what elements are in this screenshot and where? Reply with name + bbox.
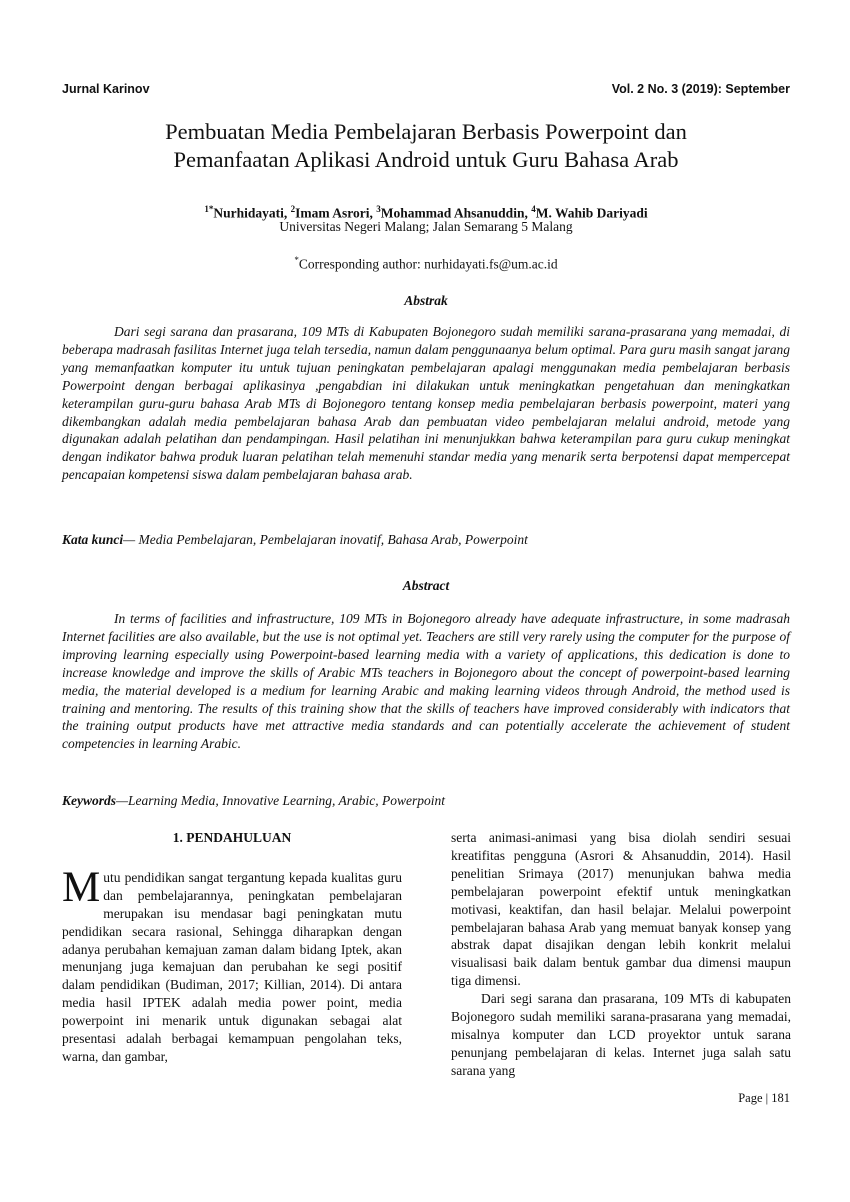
keywords-label: Keywords: [62, 793, 116, 808]
volume-info: Vol. 2 No. 3 (2019): September: [611, 82, 790, 96]
author-mark: 2: [290, 204, 296, 214]
intro-paragraph: [62, 863, 402, 1066]
right-paragraph-1: serta animasi-animasi yang bisa diolah sendiri sesuai kreatifitas pengguna (Asrori & Ahsanuddin, 2014). Hasil penelitian Srimaya (2017) menunjukan bahwa media pembelajaran powerpoint efektif untuk meningkatkan motivasi, keaktifan, dan hasil belajar. Melalui powerpoint pembelajaran bahasa Arab yang memuat banyak konsep yang abstrak dapat disajikan dengan lebih konkrit melalui visualisasi baik dalam bentuk gambar dua dimensi maupun tiga dimensi.: [451, 830, 791, 989]
paper-title: [62, 118, 790, 174]
intro-text: utu pendidikan sangat tergantung kepada kualitas guru dan pembelajarannya, peningkatan pembelajaran merupakan isu mendasar bagi peningkatan mutu pendidikan secara rasional, Sehingga diharapkan dengan adanya perubahan kemajuan zaman dalam bidang Iptek, akan menunjang juga kemajuan dan perubahan ke segi positif dalam pendidikan (Budiman, 2017; Killian, 2014). Di antara media hasil IPTEK adalah media power point, media powerpoint ini menarik untuk digunakan sebagai alat presentasi adalah berbagai kemampuan pengolahan teks, warna, dan gambar,: [62, 869, 402, 1064]
author-list: $^{1*}$Nurhidayati, $^2$Imam Asrori, $^3$Mohammad Ahsanuddin, $^4$M. Wahib Dariyadi: [204, 204, 648, 221]
page-number: Page | 181: [738, 1091, 790, 1105]
corresponding-mark: *: [294, 255, 299, 265]
corresponding-author: [62, 255, 790, 273]
author-name: Mohammad Ahsanuddin: [380, 205, 525, 221]
section-heading: 1. PENDAHULUAN: [172, 830, 292, 845]
left-column: [62, 829, 402, 1066]
right-column: [451, 829, 791, 1080]
abstract-heading: Abstract: [402, 578, 450, 593]
abstrak-heading: Abstrak: [404, 293, 448, 308]
author-mark: 1*: [204, 204, 214, 214]
kata-kunci-text: — Media Pembelajaran, Pembelajaran inovatif, Bahasa Arab, Powerpoint: [123, 532, 528, 547]
kata-kunci-label: Kata kunci: [62, 532, 124, 547]
drop-cap: M: [62, 863, 101, 911]
author-name: M. Wahib Dariyadi: [535, 205, 648, 221]
corresponding-text: Corresponding author: nurhidayati.fs@um.ac.id: [298, 256, 558, 272]
keywords-text: —Learning Media, Innovative Learning, Arabic, Powerpoint: [116, 793, 445, 808]
title-line-2: Pemanfaatan Aplikasi Android untuk Guru Bahasa Arab: [173, 147, 679, 172]
keywords: [62, 793, 790, 809]
running-header: [62, 82, 790, 100]
affiliation: Universitas Negeri Malang; Jalan Semarang 5 Malang: [279, 219, 573, 234]
abstract-text: In terms of facilities and infrastructure, 109 MTs in Bojonegoro already have adequate infrastructure, in some madrasah Internet facilities are also available, but the use is not optimal yet. Teachers are still very rarely using the computer for the purpose of improving learning especially using Powerpoint-based learning media with a variety of applications, this dedication is done to increase knowledge and improve the skills of Arabic MTs teachers in Bojonegoro about the concept of powerpoint-based learning media, the material developed is a medium for learning Arabic and making learning videos through Android, the method used is training and mentoring. The results of this training show that the skills of teachers have improved considerably with indicators that the training output products have met attractive media standards and can potentially accelerate the achievement of student competencies in learning Arabic.: [62, 611, 790, 752]
journal-name: Jurnal Karinov: [62, 82, 150, 96]
abstrak-text: Dari segi sarana dan prasarana, 109 MTs di Kabupaten Bojonegoro sudah memiliki sarana-prasarana yang memadai, di beberapa madrasah fasilitas Internet juga telah tersedia, namun dalam penggunaanya belum optimal. Para guru masih sangat jarang yang memanfaatkan komputer itu untuk tujuan peningkatan pembelajaran apalagi menggunakan media pembelajaran berbasis Powerpoint dengan berbagai aplikasinya ,pengabdian ini dilakukan untuk meningkatkan pengetahuan dan meningkatkan keterampilan guru-guru bahasa Arab MTs di Bojonegoro tentang konsep media pembelajaran berbasis powerpoint, materi yang dikembangkan adalah media pembelajaran bahasa Arab dan pembuatan video pembelajaran melalui android, metode yang digunakan adalah pelatihan dan pendampingan. Hasil pelatihan ini menunjukkan bahwa keterampilan para guru cukup meningkat dengan indikator bahwa produk luaran pelatihan telah memenuhi standar media yang menarik serta berpotensi dapat mempercepat pencapaian kompetensi siswa dalam pembelajaran bahasa arab.: [62, 324, 790, 483]
author-mark: 3: [376, 204, 381, 214]
author-mark: 4: [531, 204, 536, 214]
title-line-1: Pembuatan Media Pembelajaran Berbasis Powerpoint dan: [165, 119, 687, 144]
author-name: Imam Asrori: [295, 205, 370, 221]
author-name: Nurhidayati: [213, 205, 284, 221]
right-paragraph-2: Dari segi sarana dan prasarana, 109 MTs di kabupaten Bojonegoro sudah memiliki sarana-prasarana yang memadai, misalnya komputer dan LCD proyektor untuk sarana penunjang pembelajaran di kelas. Internet juga salah satu sarana yang: [451, 991, 791, 1078]
kata-kunci: [62, 532, 790, 548]
